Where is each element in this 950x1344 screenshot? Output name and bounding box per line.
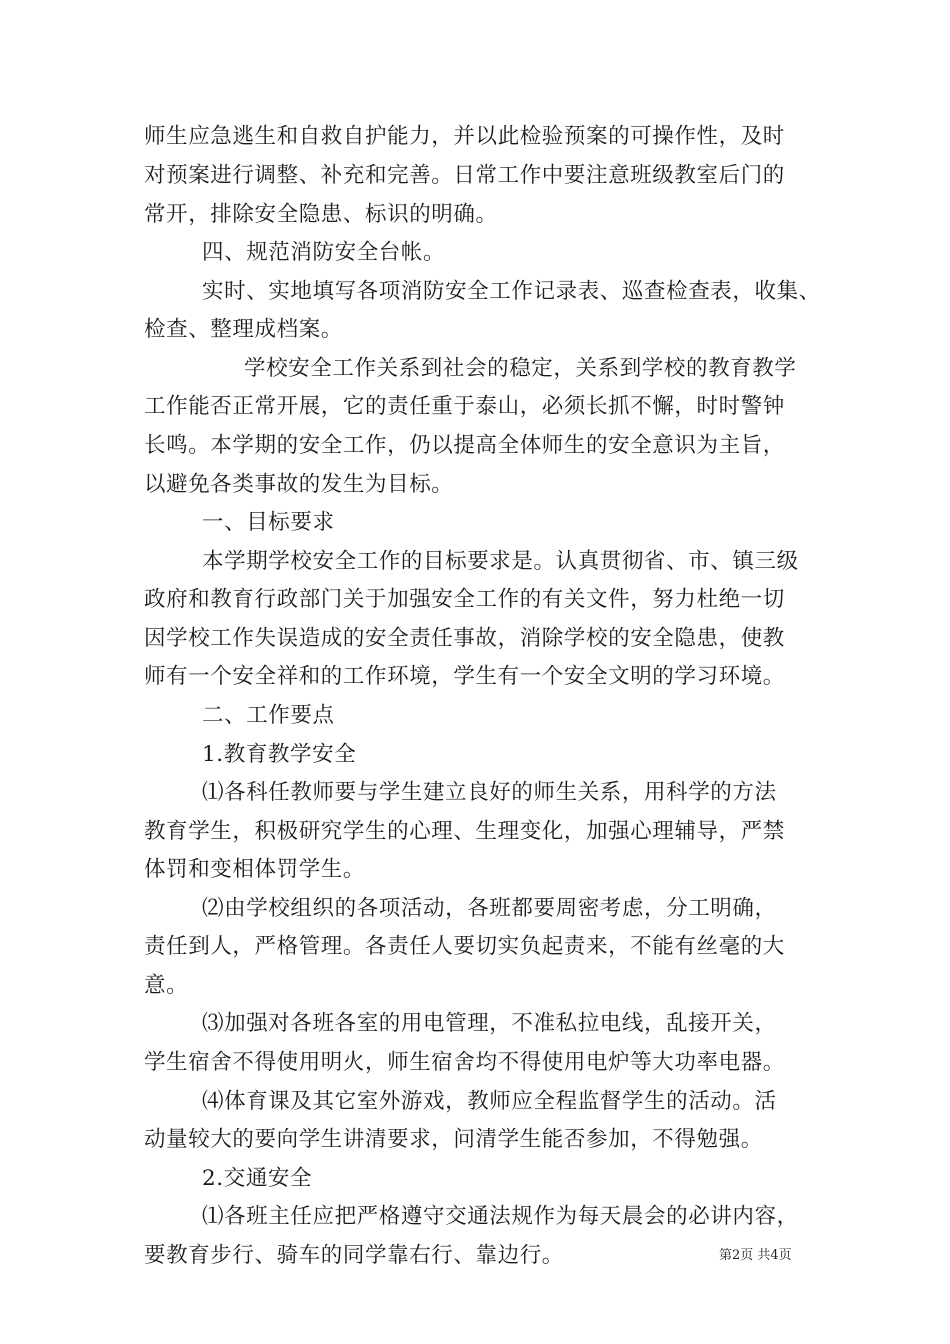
text-line: 长鸣。本学期的安全工作，仍以提高全体师生的安全意识为主旨， [144, 433, 785, 458]
text-line: 检查、整理成档案。 [144, 317, 343, 342]
text-line: ⑴各班主任应把严格遵守交通法规作为每天晨会的必讲内容， [202, 1204, 799, 1229]
text-line: 常开，排除安全隐患、标识的明确。 [144, 202, 498, 227]
text-line: ⑵由学校组织的各项活动，各班都要周密考虑，分工明确， [202, 896, 777, 921]
text-line: 实时、实地填写各项消防安全工作记录表、巡查检查表，收集、 [202, 279, 821, 304]
text-line: ⑶加强对各班各室的用电管理，不准私拉电线，乱接开关， [202, 1011, 777, 1036]
text-line: 以避免各类事故的发生为目标。 [144, 472, 454, 497]
section-heading: 四、规范消防安全台帐。 [202, 240, 446, 265]
section-heading: 一、目标要求 [202, 510, 335, 535]
page-number: 第2页 共4页 [719, 1248, 792, 1263]
text-line: 体罚和变相体罚学生。 [144, 857, 366, 882]
text-line: 师生应急逃生和自救自护能力，并以此检验预案的可操作性，及时 [144, 124, 785, 149]
text-line: 师有一个安全祥和的工作环境，学生有一个安全文明的学习环境。 [144, 664, 785, 689]
text-line: 因学校工作失误造成的安全责任事故，消除学校的安全隐患，使教 [144, 626, 785, 651]
text-line: 意。 [144, 973, 189, 998]
subsection-heading: 1.教育教学安全 [202, 742, 357, 767]
text-line: 动量较大的要向学生讲清要求，问清学生能否参加，不得勉强。 [144, 1127, 763, 1152]
subsection-heading: 2.交通安全 [202, 1166, 313, 1191]
text-line: 学生宿舍不得使用明火，师生宿舍均不得使用电炉等大功率电器。 [144, 1050, 785, 1075]
text-line: ⑴各科任教师要与学生建立良好的师生关系，用科学的方法 [202, 780, 777, 805]
section-heading: 二、工作要点 [202, 703, 335, 728]
text-line: 学校安全工作关系到社会的稳定，关系到学校的教育教学 [244, 356, 797, 381]
text-line: 责任到人，严格管理。各责任人要切实负起责来，不能有丝毫的大 [144, 934, 785, 959]
text-line: 政府和教育行政部门关于加强安全工作的有关文件，努力杜绝一切 [144, 587, 785, 612]
text-line: 对预案进行调整、补充和完善。日常工作中要注意班级教室后门的 [144, 163, 785, 188]
text-line: 工作能否正常开展，它的责任重于泰山，必须长抓不懈，时时警钟 [144, 394, 785, 419]
text-line: ⑷体育课及其它室外游戏，教师应全程监督学生的活动。活 [202, 1089, 777, 1114]
text-line: 本学期学校安全工作的目标要求是。认真贯彻省、市、镇三级 [202, 549, 799, 574]
text-line: 要教育步行、骑车的同学靠右行、靠边行。 [144, 1243, 564, 1268]
text-line: 教育学生，积极研究学生的心理、生理变化，加强心理辅导，严禁 [144, 819, 785, 844]
